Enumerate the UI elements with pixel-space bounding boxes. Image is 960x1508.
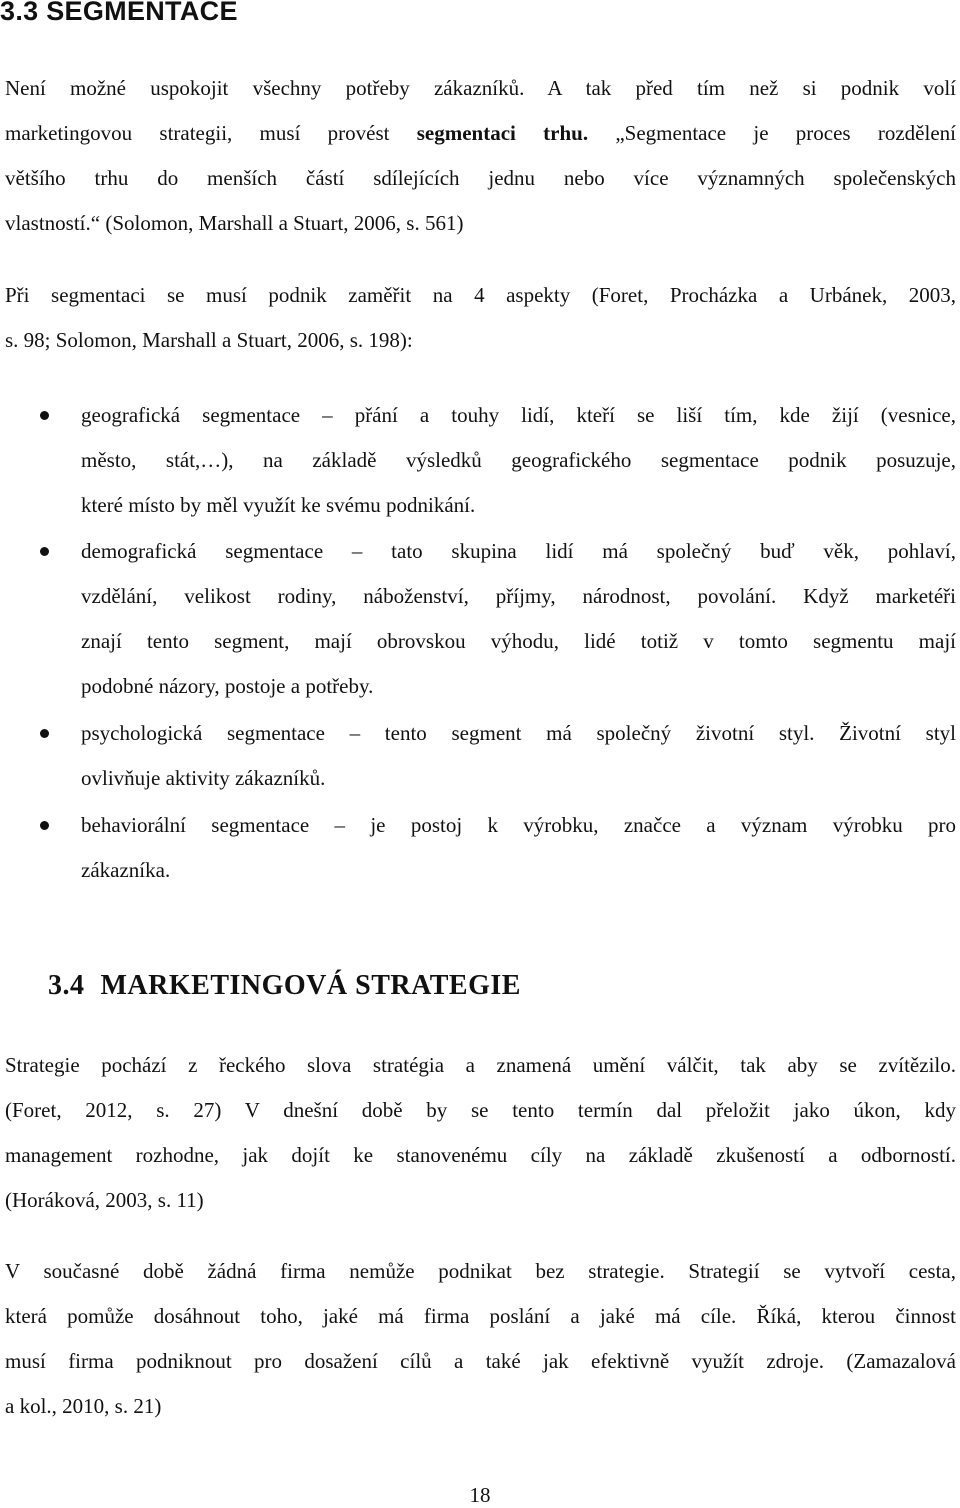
list-item-text xyxy=(81,529,956,709)
section-heading-3-4 xyxy=(48,970,521,1002)
paragraph-strategy-importance xyxy=(5,1249,956,1429)
page-number: 18 xyxy=(469,1483,491,1507)
text-line: (Horáková, 2003, s. 11) xyxy=(5,1188,204,1212)
text-line: zákazníka. xyxy=(81,858,171,882)
text-line: Není možné uspokojit všechny potřeby zákazníků. A tak před tím než si podnik volí xyxy=(5,76,956,100)
list-item-text xyxy=(81,393,956,528)
bullet-dot-icon xyxy=(40,729,49,738)
emphasis-segmentace-trhu: segmentaci trhu. xyxy=(416,121,589,145)
text-line: které místo by měl využít ke svému podnikání. xyxy=(81,493,476,517)
text-line: vlastností.“ (Solomon, Marshall a Stuart, 2006, s. 561) xyxy=(5,211,464,235)
text-line: V současné době žádná firma nemůže podnikat bez strategie. Strategií se vytvoří cesta, xyxy=(5,1259,956,1283)
bullet-dot-icon xyxy=(40,411,49,420)
bullet-dot-icon xyxy=(40,547,49,556)
text-line: geografická segmentace – přání a touhy lidí, kteří se liší tím, kde žijí (vesnice, xyxy=(81,403,956,427)
text-line: Při segmentaci se musí podnik zaměřit na 4 aspekty (Foret, Procházka a Urbánek, 2003, xyxy=(5,283,956,307)
text-line xyxy=(5,111,956,156)
section-number: 3.4 xyxy=(48,970,85,1001)
section-heading-3-3: 3.3 SEGMENTACE xyxy=(0,0,238,26)
text-line: a kol., 2010, s. 21) xyxy=(5,1394,162,1418)
list-item-text xyxy=(81,803,956,893)
text-line: která pomůže dosáhnout toho, jaké má firma poslání a jaké má cíle. Říká, kterou činnost xyxy=(5,1304,956,1328)
paragraph-segmentation-intro xyxy=(5,66,956,246)
text-line: město, stát,…), na základě výsledků geografického segmentace podnik posuzuje, xyxy=(81,448,956,472)
text-line: s. 98; Solomon, Marshall a Stuart, 2006, s. 198): xyxy=(5,328,413,352)
text-line: demografická segmentace – tato skupina lidí má společný buď věk, pohlaví, xyxy=(81,539,956,563)
text-line: vzdělání, velikost rodiny, náboženství, příjmy, národnost, povolání. Když marketéři xyxy=(81,584,956,608)
paragraph-strategy-definition xyxy=(5,1043,956,1223)
list-item-text xyxy=(81,711,956,801)
text-line: znají tento segment, mají obrovskou výhodu, lidé totiž v tomto segmentu mají xyxy=(81,629,956,653)
text-line: (Foret, 2012, s. 27) V dnešní době by se tento termín dal přeložit jako úkon, kdy xyxy=(5,1098,956,1122)
text-line: podobné názory, postoje a potřeby. xyxy=(81,674,374,698)
text-line: většího trhu do menších částí sdílejících jednu nebo více významných společenských xyxy=(5,166,956,190)
bullet-dot-icon xyxy=(40,821,49,830)
text-line: ovlivňuje aktivity zákazníků. xyxy=(81,766,326,790)
text-line: behaviorální segmentace – je postoj k výrobku, značce a význam výrobku pro xyxy=(81,813,956,837)
text-line: musí firma podniknout pro dosažení cílů a také jak efektivně využít zdroje. (Zamazalová xyxy=(5,1349,956,1373)
text-line: psychologická segmentace – tento segment má společný životní styl. Životní styl xyxy=(81,721,956,745)
section-title: MARKETINGOVÁ STRATEGIE xyxy=(100,970,521,1001)
text-line: management rozhodne, jak dojít ke stanovenému cíly na základě zkušeností a odborností. xyxy=(5,1143,956,1167)
text-line: Strategie pochází z řeckého slova stratégia a znamená umění válčit, tak aby se zvítězilo. xyxy=(5,1053,956,1077)
text-run: „Segmentace je proces rozdělení xyxy=(588,121,956,145)
paragraph-segmentation-aspects xyxy=(5,273,956,363)
text-run: marketingovou strategii, musí provést xyxy=(5,121,417,145)
